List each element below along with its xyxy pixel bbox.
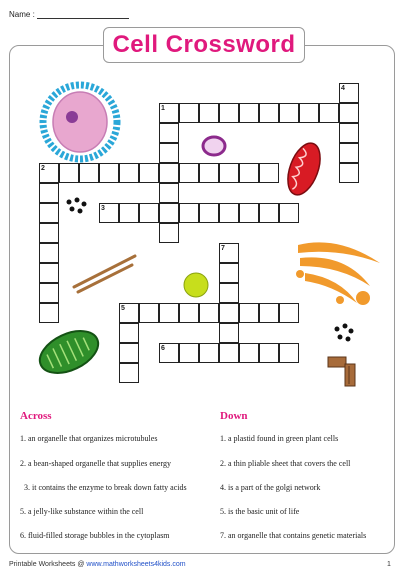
crossword-cell[interactable] [39,263,59,283]
crossword-cell[interactable] [139,163,159,183]
crossword-cell[interactable] [239,203,259,223]
crossword-cell[interactable] [279,303,299,323]
footer-site-link[interactable]: www.mathworksheets4kids.com [86,561,186,568]
crossword-cell[interactable] [199,203,219,223]
crossword-cell[interactable] [279,343,299,363]
crossword-cell[interactable] [239,343,259,363]
crossword-cell[interactable] [59,163,79,183]
crossword-cell[interactable] [39,183,59,203]
down-clue-2: 2. a thin pliable sheet that covers the cell [220,459,351,468]
clue-number-1: 1 [161,105,165,112]
footer-prefix: Printable Worksheets @ [9,561,85,568]
crossword-cell[interactable] [159,203,179,223]
crossword-cell[interactable] [219,303,239,323]
crossword-cell[interactable] [99,163,119,183]
down-clue-4: 4. is a part of the golgi network [220,483,321,492]
down-clue-5: 5. is the basic unit of life [220,507,300,516]
crossword-cell[interactable] [199,303,219,323]
crossword-cell[interactable] [179,103,199,123]
crossword-cell[interactable] [339,123,359,143]
clue-number-5: 5 [121,305,125,312]
crossword-cell[interactable] [279,103,299,123]
crossword-cell[interactable] [259,163,279,183]
crossword-cell[interactable] [239,103,259,123]
crossword-cell[interactable] [79,163,99,183]
crossword-cell[interactable] [159,143,179,163]
across-clue-1: 1. an organelle that organizes microtubules [20,434,158,443]
crossword-cell[interactable] [319,103,339,123]
crossword-cell[interactable] [219,323,239,343]
crossword-cell[interactable] [139,303,159,323]
crossword-cell[interactable] [219,343,239,363]
crossword-cell[interactable] [199,163,219,183]
crossword-cell[interactable] [159,223,179,243]
crossword-cell[interactable] [259,103,279,123]
crossword-cell[interactable] [219,103,239,123]
name-label: Name : [9,10,35,19]
crossword-cell[interactable] [119,343,139,363]
crossword-cell[interactable] [179,203,199,223]
across-clue-3: 3. it contains the enzyme to break down fatty acids [24,483,187,492]
crossword-cell[interactable] [119,163,139,183]
crossword-cell[interactable] [339,143,359,163]
across-clue-5: 5. a jelly-like substance within the cell [20,507,144,516]
crossword-cell[interactable] [119,363,139,383]
across-clue-2: 2. a bean-shaped organelle that supplies energy [20,459,171,468]
across-heading: Across [20,410,52,422]
crossword-cell[interactable] [39,243,59,263]
crossword-cell[interactable] [179,303,199,323]
crossword-cell[interactable] [199,343,219,363]
crossword-cell[interactable] [159,183,179,203]
crossword-cell[interactable] [219,203,239,223]
clue-number-4: 4 [341,85,345,92]
crossword-cell[interactable] [179,343,199,363]
crossword-cell[interactable] [339,163,359,183]
crossword-cell[interactable] [259,303,279,323]
page-number: 1 [387,561,391,568]
crossword-cell[interactable] [139,203,159,223]
across-clue-6: 6. fluid-filled storage bubbles in the cytoplasm [20,531,170,540]
crossword-cell[interactable] [39,303,59,323]
crossword-cell[interactable] [259,343,279,363]
footer [9,561,186,568]
clue-number-3: 3 [101,205,105,212]
crossword-cell[interactable] [159,163,179,183]
crossword-cell[interactable] [219,163,239,183]
crossword-cell[interactable] [119,323,139,343]
crossword-cell[interactable] [199,103,219,123]
page-title: Cell Crossword [112,31,296,58]
crossword-cell[interactable] [219,263,239,283]
crossword-cell[interactable] [219,283,239,303]
crossword-cell[interactable] [159,123,179,143]
clue-number-7: 7 [221,245,225,252]
crossword-cell[interactable] [39,223,59,243]
crossword-cell[interactable] [339,103,359,123]
crossword-cell[interactable] [179,163,199,183]
crossword-cell[interactable] [239,163,259,183]
clue-number-2: 2 [41,165,45,172]
crossword-cell[interactable] [39,203,59,223]
crossword-cell[interactable] [159,303,179,323]
crossword-cell[interactable] [279,203,299,223]
down-clue-1: 1. a plastid found in green plant cells [220,434,339,443]
crossword-cell[interactable] [39,283,59,303]
crossword-cell[interactable] [119,203,139,223]
crossword-cell[interactable] [299,103,319,123]
crossword-cell[interactable] [259,203,279,223]
clue-number-6: 6 [161,345,165,352]
crossword-cell[interactable] [239,303,259,323]
down-heading: Down [220,410,248,422]
down-clue-7: 7. an organelle that contains genetic materials [220,531,367,540]
